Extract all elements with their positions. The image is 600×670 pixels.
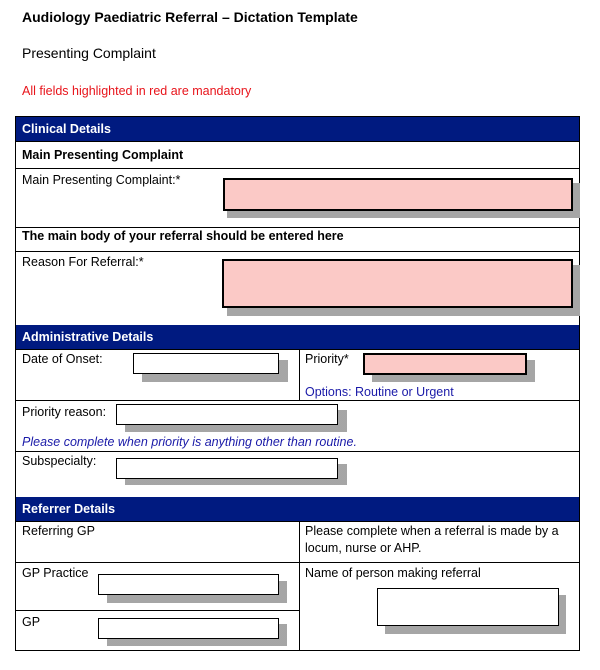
referrer-note-line-1: Please complete when a referral is made by a [305,524,559,538]
person-making-referral-field[interactable] [377,588,559,626]
reason-for-referral-label: Reason For Referral:* [22,255,144,269]
gp-field[interactable] [98,618,279,639]
referral-body-heading: The main body of your referral should be entered here [22,229,344,243]
divider [16,168,579,169]
section-subtitle: Presenting Complaint [22,45,156,61]
referrer-details-header: Referrer Details [16,497,579,521]
priority-options-hint: Options: Routine or Urgent [305,385,454,399]
divider [16,610,300,611]
clinical-details-header: Clinical Details [16,117,579,141]
subspecialty-field[interactable] [116,458,338,479]
referral-form [15,116,580,651]
gp-practice-field[interactable] [98,574,279,595]
document-title: Audiology Paediatric Referral – Dictation Template [22,9,358,25]
referrer-note-line-2: locum, nurse or AHP. [305,541,422,555]
main-complaint-field[interactable] [223,178,573,211]
referring-gp-label: Referring GP [22,524,95,538]
divider [16,400,579,401]
gp-practice-label: GP Practice [22,566,89,580]
person-making-referral-label: Name of person making referral [305,566,481,580]
column-divider [299,349,300,400]
divider [16,227,579,228]
divider [16,349,579,350]
priority-reason-label: Priority reason: [22,405,107,419]
divider [16,251,579,252]
main-complaint-heading: Main Presenting Complaint [22,148,184,162]
priority-reason-note: Please complete when priority is anything other than routine. [22,435,357,449]
divider [16,521,579,522]
column-divider [299,521,300,650]
administrative-details-header: Administrative Details [16,325,579,349]
divider [16,141,579,142]
divider [16,451,579,452]
priority-field[interactable] [363,353,527,375]
gp-label: GP [22,615,41,629]
divider [16,562,579,563]
main-complaint-label: Main Presenting Complaint:* [22,173,181,187]
reason-for-referral-field[interactable] [222,259,573,308]
date-of-onset-label: Date of Onset: [22,352,103,366]
priority-reason-field[interactable] [116,404,338,425]
subspecialty-label: Subspecialty: [22,454,97,468]
priority-label: Priority* [305,352,349,366]
date-of-onset-field[interactable] [133,353,279,374]
mandatory-note: All fields highlighted in red are mandatory [22,84,252,98]
